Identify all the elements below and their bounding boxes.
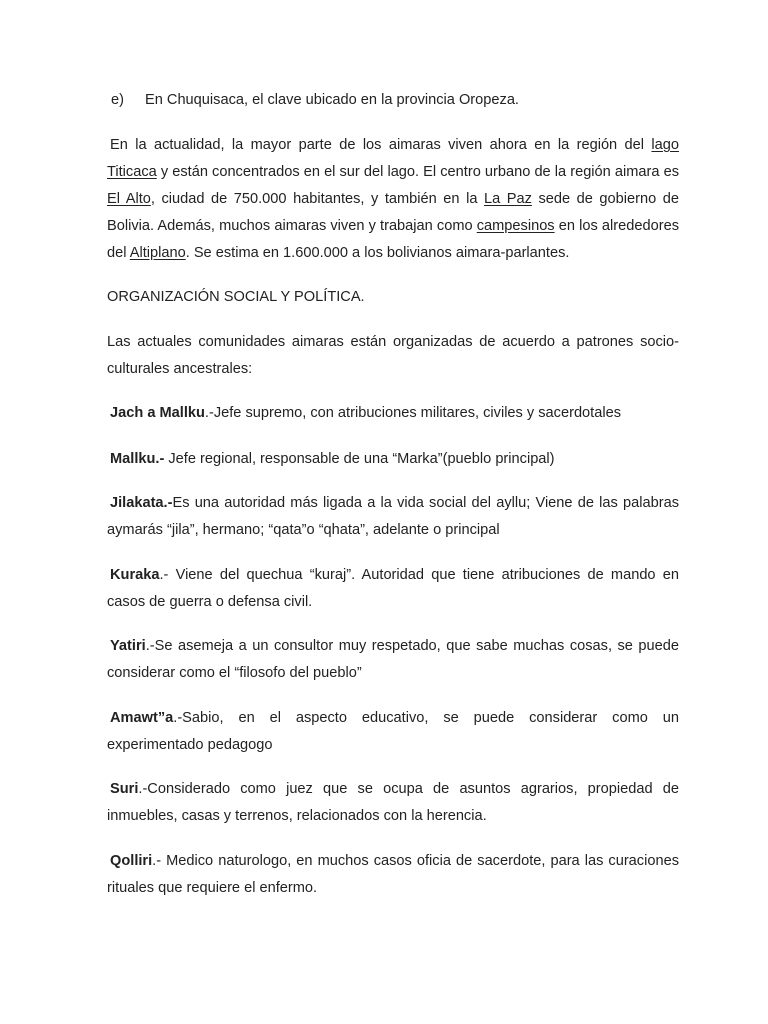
role-description: Es una autoridad más ligada a la vida social del ayllu; Viene de las palabras aymarás “jila”, hermano; “qata”o “qhata”, adelante o principal (107, 495, 679, 538)
paragraph-text: en los alrededores del (107, 218, 679, 261)
paragraph-text: , ciudad de 750.000 habitantes, y también en la (150, 191, 484, 207)
link-el-alto[interactable]: El Alto (107, 191, 151, 207)
role-term: Qolliri (110, 853, 153, 869)
section-heading: ORGANIZACIÓN SOCIAL Y POLÍTICA. (107, 289, 365, 305)
role-term: Yatiri (110, 638, 146, 654)
role-jach-a-mallku (107, 400, 679, 427)
role-term: Amawt”a (110, 710, 174, 726)
role-term: Kuraka (110, 567, 160, 583)
paragraph-text: y están concentrados en el sur del lago. El centro urbano de la región aimara es (156, 164, 679, 180)
role-description: .- Medico naturologo, en muchos casos oficia de sacerdote, para las curaciones rituales que requiere el enfermo. (107, 853, 679, 896)
link-campesinos[interactable]: campesinos (476, 218, 555, 234)
role-description: .-Sabio, en el aspecto educativo, se puede considerar como un experimentado pedagogo (107, 710, 679, 753)
role-suri (107, 776, 679, 830)
role-amawta (107, 705, 679, 759)
role-description: .-Considerado como juez que se ocupa de asuntos agrarios, propiedad de inmuebles, casas y terrenos, relacionados con la herencia. (107, 781, 679, 824)
link-altiplano[interactable]: Altiplano (129, 245, 186, 261)
role-qolliri (107, 848, 679, 902)
role-term: Suri (110, 781, 139, 797)
paragraph-text: sede de gobierno de Bolivia. Además, muchos aimaras viven y trabajan como (107, 191, 679, 234)
role-mallku (107, 446, 679, 473)
paragraph-aimara-population (107, 132, 679, 267)
role-term: Mallku.- (110, 451, 165, 467)
link-lago-titicaca[interactable]: lago Titicaca (107, 137, 679, 180)
role-yatiri (107, 633, 679, 687)
role-description: .-Se asemeja a un consultor muy respetado, que sabe muchas cosas, se puede considerar como el “filosofo del pueblo” (107, 638, 679, 681)
list-marker: e) (111, 92, 124, 108)
list-item-text: En Chuquisaca, el clave ubicado en la provincia Oropeza. (145, 92, 519, 108)
list-item-e (107, 87, 679, 114)
paragraph-text: . Se estima en 1.600.000 a los bolivianos aimara-parlantes. (185, 245, 570, 261)
role-description: .-Jefe supremo, con atribuciones militares, civiles y sacerdotales (204, 405, 621, 421)
role-description: .- Viene del quechua “kuraj”. Autoridad que tiene atribuciones de mando en casos de guerra o defensa civil. (107, 567, 679, 610)
role-term: Jilakata.- (110, 495, 173, 511)
paragraph-text: En la actualidad, la mayor parte de los aimaras viven ahora en la región del (110, 137, 652, 153)
link-la-paz[interactable]: La Paz (483, 191, 532, 207)
intro-paragraph: Las actuales comunidades aimaras están organizadas de acuerdo a patrones socio-culturales ancestrales: (107, 334, 679, 377)
role-kuraka (107, 562, 679, 616)
role-description: Jefe regional, responsable de una “Marka”(pueblo principal) (164, 451, 555, 467)
role-term: Jach a Mallku (110, 405, 205, 421)
role-jilakata (107, 490, 679, 544)
